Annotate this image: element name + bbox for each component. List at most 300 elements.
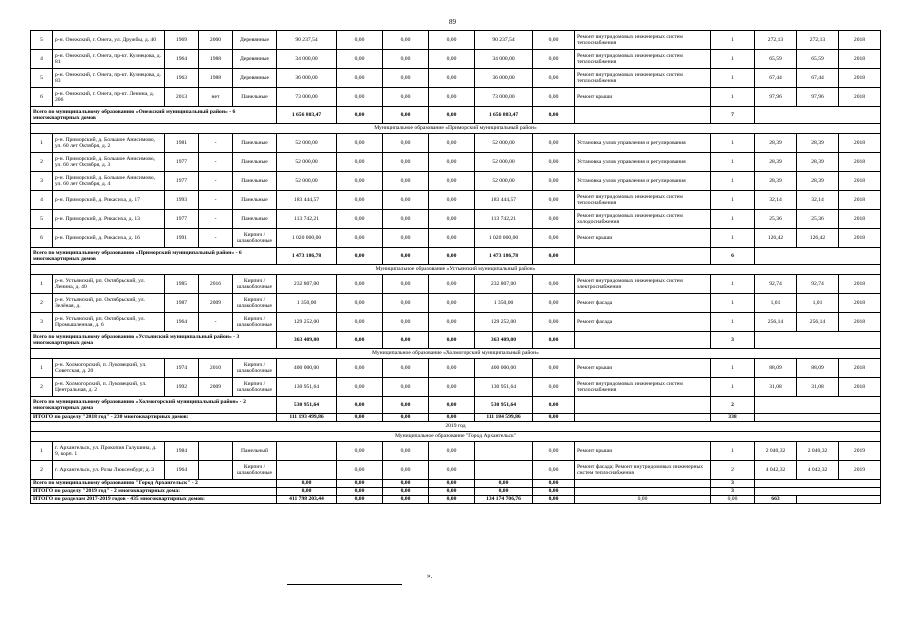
table-cell: 0,00	[429, 275, 475, 294]
total-value: 0,00	[533, 107, 575, 124]
work-type-cell: Ремонт внутридомовых инженерных систем теплоснабжения	[575, 50, 711, 69]
table-cell: 0,00	[533, 378, 575, 397]
table-cell: 1985	[165, 275, 199, 294]
table-cell: 0,00	[383, 359, 429, 378]
table-cell: -	[199, 210, 233, 229]
total-value: 0,00	[337, 488, 383, 496]
address-cell: г. Архангельск, ул. Розы Люксембург, д. 3	[53, 461, 165, 480]
table-cell: Панельные	[233, 191, 277, 210]
table-row	[31, 313, 881, 332]
table-cell: 0,00	[533, 461, 575, 480]
table-cell: 2019	[839, 442, 881, 461]
table-cell: 5	[31, 69, 53, 88]
table-cell: 0,00	[429, 359, 475, 378]
table-cell: 0,00	[337, 442, 383, 461]
total-value: 0,00	[475, 480, 533, 488]
table-cell: 0,00	[337, 69, 383, 88]
table-cell: Панельные	[233, 88, 277, 107]
table-cell: 67,44	[755, 69, 797, 88]
table-cell	[475, 442, 533, 461]
table-cell: 2	[711, 461, 755, 480]
table-cell: 28,39	[755, 172, 797, 191]
total-label: Всего по муниципальному образованию «Устьянский муниципальный район» - 3 многоквартирных дома	[31, 332, 277, 349]
total-value: 411 798 203,44	[277, 496, 337, 504]
table-cell: 32,14	[755, 191, 797, 210]
total-value: 0,00	[429, 332, 475, 349]
total-value: 0,00	[337, 248, 383, 265]
total-value: 0,00	[711, 496, 755, 504]
table-cell: 4 042,32	[797, 461, 839, 480]
table-cell: 0,00	[533, 294, 575, 313]
table-cell: 183 444,57	[475, 191, 533, 210]
table-cell: 97,96	[797, 88, 839, 107]
work-type-cell: Установка узлов управления и регулирования	[575, 153, 711, 172]
table-cell: 1964	[165, 50, 199, 69]
empty-cell	[575, 248, 711, 265]
table-cell: 0,00	[337, 461, 383, 480]
table-cell: 92,74	[797, 275, 839, 294]
table-cell: 1	[711, 69, 755, 88]
table-cell: 0,00	[533, 134, 575, 153]
table-cell: 0,00	[429, 153, 475, 172]
total-count: 2	[711, 397, 755, 414]
table-cell: 1	[31, 359, 53, 378]
total-label: ИТОГО по разделу "2019 год" - 2 многоквартирных дома:	[31, 488, 277, 496]
table-cell: -	[199, 172, 233, 191]
table-cell: 2018	[839, 88, 881, 107]
section-heading: Муниципальное образование «Устьянский муниципальный район»	[31, 265, 881, 275]
table-cell: 3	[31, 313, 53, 332]
table-cell: 34 000,00	[277, 50, 337, 69]
table-cell: 232 807,00	[475, 275, 533, 294]
table-cell: Панельные	[233, 172, 277, 191]
table-cell: 0,00	[337, 31, 383, 50]
table-cell: 0,00	[533, 210, 575, 229]
table-cell: 52 000,00	[475, 134, 533, 153]
address-cell: р-н. Приморский, д. Рикасиха, д. 17	[53, 191, 165, 210]
table-cell: 0,00	[533, 153, 575, 172]
table-cell: 2018	[839, 229, 881, 248]
address-cell: р-н. Приморский, д. Рикасиха, д. 16	[53, 229, 165, 248]
section-heading: Муниципальное образование «Приморский муниципальный район»	[31, 124, 881, 134]
table-cell: 2009	[199, 378, 233, 397]
table-cell: 2	[31, 378, 53, 397]
table-cell: 1993	[165, 191, 199, 210]
section-heading-row	[31, 349, 881, 359]
table-cell: 1	[711, 442, 755, 461]
table-cell: 1	[711, 378, 755, 397]
table-cell: 0,00	[383, 31, 429, 50]
table-cell: 0,00	[429, 191, 475, 210]
total-value: 0,00	[533, 488, 575, 496]
total-count: 338	[711, 414, 755, 422]
empty-cell	[575, 107, 711, 124]
table-cell: 2018	[839, 359, 881, 378]
table-cell: 0,00	[337, 134, 383, 153]
table-cell: 90 237,54	[475, 31, 533, 50]
table-cell: 0,00	[383, 275, 429, 294]
table-cell: Кирпич / шлакоблочные	[233, 378, 277, 397]
table-cell: 113 742,21	[475, 210, 533, 229]
total-value: 0,00	[533, 496, 575, 504]
table-cell: 0,00	[429, 229, 475, 248]
table-cell: 2	[31, 461, 53, 480]
total-value: 0,00	[533, 332, 575, 349]
table-cell: 2018	[839, 275, 881, 294]
total-value: 0,00	[575, 496, 711, 504]
table-cell: 88,09	[755, 359, 797, 378]
table-cell: 0,00	[383, 294, 429, 313]
table-cell: 1988	[199, 50, 233, 69]
table-cell: 1977	[165, 210, 199, 229]
total-value: 0,00	[475, 488, 533, 496]
table-cell: Кирпич / шлакоблочные	[233, 359, 277, 378]
table-cell: 97,96	[755, 88, 797, 107]
empty-cell	[755, 397, 881, 414]
address-cell: р-н. Онежский, г. Онега, пр-кт. Ленина, д. 206	[53, 88, 165, 107]
table-cell: 0,00	[383, 88, 429, 107]
table-cell: 0,00	[383, 229, 429, 248]
table-cell: 0,00	[533, 69, 575, 88]
table-cell: 0,00	[337, 88, 383, 107]
address-cell: р-н. Устьянский, рп. Октябрьский, ул. Промышленная, д. 6	[53, 313, 165, 332]
closing-quote-mark: ».	[427, 572, 433, 580]
total-row	[31, 488, 881, 496]
total-value: 0,00	[533, 397, 575, 414]
empty-cell	[755, 414, 881, 422]
table-cell: 1	[711, 359, 755, 378]
total-value: 111 184 599,86	[475, 414, 533, 422]
table-row	[31, 378, 881, 397]
total-value: 0,00	[337, 397, 383, 414]
address-cell: р-н. Приморский, д. Большое Анисимово, ул. 60 лет Октября, д. 4	[53, 172, 165, 191]
table-cell: 0,00	[429, 50, 475, 69]
table-row	[31, 461, 881, 480]
total-row	[31, 248, 881, 265]
table-cell: 0,00	[337, 275, 383, 294]
empty-cell	[755, 332, 881, 349]
total-value: 0,00	[337, 332, 383, 349]
table-cell: 52 000,00	[277, 153, 337, 172]
total-value: 0,00	[429, 488, 475, 496]
empty-cell	[797, 496, 881, 504]
table-cell: 2018	[839, 191, 881, 210]
table-cell: 1	[711, 191, 755, 210]
table-cell: 0,00	[429, 313, 475, 332]
work-type-cell: Ремонт крыши	[575, 359, 711, 378]
table-cell: 0,00	[429, 172, 475, 191]
table-cell: 0,00	[383, 153, 429, 172]
table-cell: 92,74	[755, 275, 797, 294]
table-cell: 0,00	[383, 69, 429, 88]
table-cell: 31,08	[797, 378, 839, 397]
total-value: 1 656 803,47	[277, 107, 337, 124]
empty-cell	[575, 480, 711, 488]
total-value: 0,00	[383, 414, 429, 422]
table-cell: 1	[711, 88, 755, 107]
table-row	[31, 359, 881, 378]
table-cell: 2018	[839, 172, 881, 191]
table-cell: 0,00	[337, 210, 383, 229]
table-cell: 129 252,00	[277, 313, 337, 332]
table-cell: 1	[711, 210, 755, 229]
table-row	[31, 134, 881, 153]
total-value: 0,00	[337, 107, 383, 124]
section-heading: Муниципальное образование «Холмогорский муниципальный район»	[31, 349, 881, 359]
table-cell: 0,00	[533, 229, 575, 248]
work-type-cell: Ремонт внутридомовых инженерных систем теплоснабжения	[575, 191, 711, 210]
table-cell: 0,00	[337, 229, 383, 248]
table-cell: 0,00	[383, 210, 429, 229]
total-label: Всего по муниципальному образованию «Онежский муниципальный район» - 6 многоквартирных домов	[31, 107, 277, 124]
total-value: 0,00	[533, 480, 575, 488]
table-row	[31, 153, 881, 172]
table-cell: 0,00	[383, 134, 429, 153]
work-type-cell: Ремонт фасада; Ремонт внутридомовых инженерных систем теплоснабжения	[575, 461, 711, 480]
table-cell: 1,01	[797, 294, 839, 313]
table-cell: 2010	[199, 359, 233, 378]
empty-cell	[575, 397, 711, 414]
table-cell: 67,44	[797, 69, 839, 88]
table-cell: 1991	[165, 229, 199, 248]
table-cell: 129 252,00	[475, 313, 533, 332]
table-cell: 1	[711, 313, 755, 332]
total-row	[31, 332, 881, 349]
table-row	[31, 229, 881, 248]
table-cell: 2016	[199, 275, 233, 294]
table-cell: 400 000,00	[277, 359, 337, 378]
table-cell: 400 000,00	[475, 359, 533, 378]
section-heading-row	[31, 265, 881, 275]
table-cell: 0,00	[533, 88, 575, 107]
table-cell	[277, 442, 337, 461]
table-cell: 73 000,00	[277, 88, 337, 107]
section-heading: 2019 год	[31, 422, 881, 432]
table-cell: 52 000,00	[277, 134, 337, 153]
table-cell: 0,00	[429, 294, 475, 313]
total-label: Всего по муниципальному образованию «Холмогорский муниципальный район» - 2 многоквартирных дома	[31, 397, 277, 414]
table-cell: 0,00	[337, 294, 383, 313]
table-cell: Деревянные	[233, 69, 277, 88]
table-cell: 2013	[165, 88, 199, 107]
work-type-cell: Ремонт внутридомовых инженерных систем холодоснабжения	[575, 210, 711, 229]
table-cell	[199, 442, 233, 461]
table-cell: 0,00	[429, 461, 475, 480]
table-cell: 0,00	[533, 275, 575, 294]
table-cell: Панельный	[233, 442, 277, 461]
empty-cell	[755, 107, 881, 124]
table-cell: 1981	[165, 134, 199, 153]
table-cell: Панельные	[233, 153, 277, 172]
table-cell: Панельные	[233, 134, 277, 153]
table-cell: 2018	[839, 313, 881, 332]
table-cell: 232 807,00	[277, 275, 337, 294]
table-row	[31, 172, 881, 191]
total-value: 0,00	[337, 480, 383, 488]
total-value: 0,00	[429, 397, 475, 414]
table-cell: 1988	[199, 69, 233, 88]
table-cell: 0,00	[533, 191, 575, 210]
table-cell: 52 000,00	[475, 172, 533, 191]
table-cell: 1969	[165, 31, 199, 50]
table-row	[31, 191, 881, 210]
table-cell: 34 000,00	[475, 50, 533, 69]
total-label: Всего по муниципальному образованию "Город Архангельск" - 2	[31, 480, 277, 488]
table-cell: 2000	[199, 31, 233, 50]
total-label: ИТОГО по разделу "2018 год" - 230 многоквартирных домов:	[31, 414, 277, 422]
total-count: 7	[711, 107, 755, 124]
section-heading: Муниципальное образование "Город Архангельск"	[31, 432, 881, 442]
section-heading-row	[31, 432, 881, 442]
table-cell: 0,00	[429, 88, 475, 107]
table-cell: 25,36	[755, 210, 797, 229]
work-type-cell: Ремонт фасада	[575, 313, 711, 332]
table-cell: 1	[31, 275, 53, 294]
table-cell: 0,00	[383, 172, 429, 191]
table-cell: Деревянные	[233, 31, 277, 50]
table-cell: 0,00	[533, 359, 575, 378]
table-cell: Панельные	[233, 210, 277, 229]
table-cell: 4	[31, 191, 53, 210]
table-cell: 130 951,64	[475, 378, 533, 397]
address-cell: р-н. Приморский, д. Большое Анисимово, ул. 60 лет Октября, д. 3	[53, 153, 165, 172]
table-cell: 1992	[165, 378, 199, 397]
work-type-cell: Ремонт крыши	[575, 229, 711, 248]
total-value: 0,00	[277, 480, 337, 488]
total-count: 6	[711, 248, 755, 265]
table-cell: 256,14	[797, 313, 839, 332]
empty-cell	[575, 488, 711, 496]
year-heading-row	[31, 422, 881, 432]
table-cell: 0,00	[533, 50, 575, 69]
address-cell: р-н. Онежский, г. Онега, пр-кт. Кузнецова, д. 81	[53, 50, 165, 69]
table-cell: -	[199, 191, 233, 210]
table-cell: 0,00	[533, 31, 575, 50]
address-cell: р-н. Приморский, д. Рикасиха, д. 13	[53, 210, 165, 229]
table-cell: 0,00	[383, 191, 429, 210]
table-cell: 2018	[839, 50, 881, 69]
total-value: 0,00	[383, 397, 429, 414]
table-cell: 1964	[165, 461, 199, 480]
table-cell: 32,14	[797, 191, 839, 210]
table-row	[31, 69, 881, 88]
table-cell: 1964	[165, 313, 199, 332]
table-cell: -	[199, 313, 233, 332]
total-value: 1 473 186,78	[277, 248, 337, 265]
table-cell: 1977	[165, 172, 199, 191]
table-cell: 0,00	[533, 313, 575, 332]
total-value: 0,00	[429, 496, 475, 504]
table-cell: 1	[711, 275, 755, 294]
table-cell: 2018	[839, 31, 881, 50]
table-cell: 1,01	[755, 294, 797, 313]
address-cell: р-н. Приморский, д. Большое Анисимово, ул. 60 лет Октября, д. 2	[53, 134, 165, 153]
table-cell: 0,00	[429, 442, 475, 461]
signature-line	[287, 584, 402, 585]
table-cell: нет	[199, 88, 233, 107]
table-cell: 25,36	[797, 210, 839, 229]
table-row	[31, 31, 881, 50]
table-cell: 6	[31, 88, 53, 107]
table-cell: -	[199, 153, 233, 172]
work-type-cell: Ремонт фасада	[575, 294, 711, 313]
total-count: 3	[711, 480, 755, 488]
total-value: 0,00	[337, 414, 383, 422]
total-value: 363 409,00	[277, 332, 337, 349]
total-value: 0,00	[383, 107, 429, 124]
table-cell: 2 040,32	[755, 442, 797, 461]
table-cell: 0,00	[429, 69, 475, 88]
table-cell: 130 951,64	[277, 378, 337, 397]
table-cell: 272,13	[797, 31, 839, 50]
table-cell: Кирпич / шлакоблочные	[233, 229, 277, 248]
total-value: 0,00	[429, 248, 475, 265]
table-cell: Кирпич / шлакоблочные	[233, 275, 277, 294]
table-cell: 126,42	[755, 229, 797, 248]
table-cell: 1	[31, 442, 53, 461]
table-cell: 28,39	[797, 172, 839, 191]
table-cell: 1	[711, 134, 755, 153]
empty-cell	[575, 332, 711, 349]
work-type-cell: Ремонт внутридомовых инженерных систем электроснабжения	[575, 275, 711, 294]
total-count: 663	[755, 496, 797, 504]
table-cell: 126,42	[797, 229, 839, 248]
table-cell: 0,00	[429, 210, 475, 229]
table-cell: 2018	[839, 69, 881, 88]
total-value: 0,00	[277, 488, 337, 496]
table-row	[31, 50, 881, 69]
table-cell: 36 000,00	[277, 69, 337, 88]
empty-cell	[755, 480, 881, 488]
table-row	[31, 442, 881, 461]
table-cell: 0,00	[383, 442, 429, 461]
work-type-cell: Ремонт внутридомовых инженерных систем теплоснабжения	[575, 69, 711, 88]
total-row	[31, 397, 881, 414]
table-cell: 183 444,57	[277, 191, 337, 210]
table-cell: 36 000,00	[475, 69, 533, 88]
table-row	[31, 294, 881, 313]
table-cell: 0,00	[337, 313, 383, 332]
table-cell: Кирпич / шлакоблочные	[233, 461, 277, 480]
table-row	[31, 210, 881, 229]
table-cell: 0,00	[383, 313, 429, 332]
table-cell: 1	[711, 50, 755, 69]
table-cell: 1 020 000,00	[277, 229, 337, 248]
table-cell: 1	[711, 153, 755, 172]
table-cell: 2018	[839, 210, 881, 229]
table-cell: 0,00	[429, 31, 475, 50]
table-cell: 1	[711, 172, 755, 191]
table-cell: 2018	[839, 134, 881, 153]
table-cell: 65,59	[755, 50, 797, 69]
table-cell	[475, 461, 533, 480]
table-cell: 2018	[839, 294, 881, 313]
total-value: 0,00	[533, 414, 575, 422]
total-count: 3	[711, 332, 755, 349]
table-cell: 1984	[165, 442, 199, 461]
table-cell: Кирпич / шлакоблочные	[233, 294, 277, 313]
work-type-cell: Ремонт крыши	[575, 442, 711, 461]
table-cell: 113 742,21	[277, 210, 337, 229]
total-value: 530 951,64	[277, 397, 337, 414]
table-cell: 1	[711, 229, 755, 248]
table-cell: 28,39	[755, 153, 797, 172]
table-cell	[277, 461, 337, 480]
total-value: 530 951,64	[475, 397, 533, 414]
table-cell: 256,14	[755, 313, 797, 332]
total-row	[31, 107, 881, 124]
address-cell: р-н. Холмогорский, п. Луковецкий, ул. Советская, д. 20	[53, 359, 165, 378]
